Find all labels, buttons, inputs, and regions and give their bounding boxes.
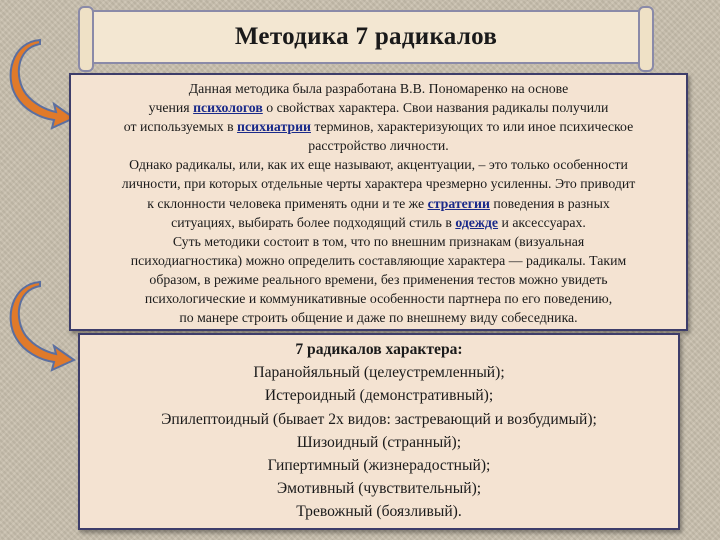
desc-line bbox=[77, 98, 680, 117]
desc-line bbox=[77, 136, 680, 155]
desc-text: и аксессуарах. bbox=[498, 214, 586, 230]
desc-text: к склонности человека применять одни и те же bbox=[147, 195, 428, 211]
desc-line bbox=[77, 308, 680, 327]
link-clothing[interactable]: одежде bbox=[455, 214, 499, 230]
list-item: Паранойяльный (целеустремленный); bbox=[253, 364, 505, 382]
desc-line bbox=[77, 155, 680, 174]
list-item: Истероидный (демонстративный); bbox=[264, 387, 494, 405]
list-item: Эпилептоидный (бывает 2х видов: застревающий и возбудимый); bbox=[161, 410, 597, 428]
desc-text: личности, при которых отдельные черты характера чрезмерно усиленны. Это приводит bbox=[121, 176, 636, 192]
list-item: Тревожный (боязливый). bbox=[296, 503, 462, 521]
desc-text: психодиагностика) можно определить составляющие характера — радикалы. Таким bbox=[130, 252, 627, 268]
description-panel bbox=[69, 73, 688, 331]
radicals-list-panel bbox=[78, 333, 680, 530]
desc-text: психологические и коммуникативные особенности партнера по его поведению, bbox=[144, 291, 613, 307]
curved-arrow-icon bbox=[6, 38, 78, 130]
desc-text: Однако радикалы, или, как их еще называют, акцентуации, – это только особенности bbox=[129, 157, 628, 173]
desc-line bbox=[77, 194, 680, 213]
list-item: Эмотивный (чувствительный); bbox=[276, 480, 482, 498]
list-item: Гипертимный (жизнерадостный); bbox=[267, 457, 491, 475]
desc-line bbox=[77, 289, 680, 308]
desc-line bbox=[77, 213, 680, 232]
desc-text: от используемых в bbox=[123, 119, 238, 135]
curved-arrow-icon bbox=[6, 280, 78, 372]
desc-text: Суть методики состоит в том, что по внешним признакам (визуальная bbox=[172, 233, 585, 249]
desc-text: терминов, характеризующих то или иное психическое bbox=[310, 119, 634, 135]
page-title: Методика 7 радикалов bbox=[234, 23, 498, 50]
link-psychiatry[interactable]: психиатрии bbox=[237, 119, 311, 135]
desc-text: ситуациях, выбирать более подходящий стиль в bbox=[171, 214, 456, 230]
desc-line bbox=[77, 270, 680, 289]
desc-line bbox=[77, 232, 680, 251]
list-title: 7 радикалов характера: bbox=[295, 341, 463, 358]
title-banner bbox=[86, 10, 646, 64]
list-item: Шизоидный (странный); bbox=[296, 433, 462, 451]
desc-text: учения bbox=[148, 100, 194, 116]
desc-text: по манере строить общение и даже по внешнему виду собеседника. bbox=[179, 310, 578, 326]
desc-text: поведения в разных bbox=[489, 195, 610, 211]
desc-text: расстройство личности. bbox=[308, 138, 449, 154]
desc-line bbox=[77, 251, 680, 270]
desc-line bbox=[77, 117, 680, 136]
desc-text: Данная методика была разработана В.В. Пономаренко на основе bbox=[188, 81, 569, 96]
link-psychologists[interactable]: психологов bbox=[193, 100, 263, 116]
desc-line bbox=[77, 174, 680, 193]
link-strategies[interactable]: стратегии bbox=[427, 195, 490, 211]
desc-line bbox=[77, 79, 680, 98]
desc-text: образом, в режиме реального времени, без применения тестов можно увидеть bbox=[149, 271, 608, 287]
desc-text: о свойствах характера. Свои названия радикалы получили bbox=[262, 100, 609, 116]
